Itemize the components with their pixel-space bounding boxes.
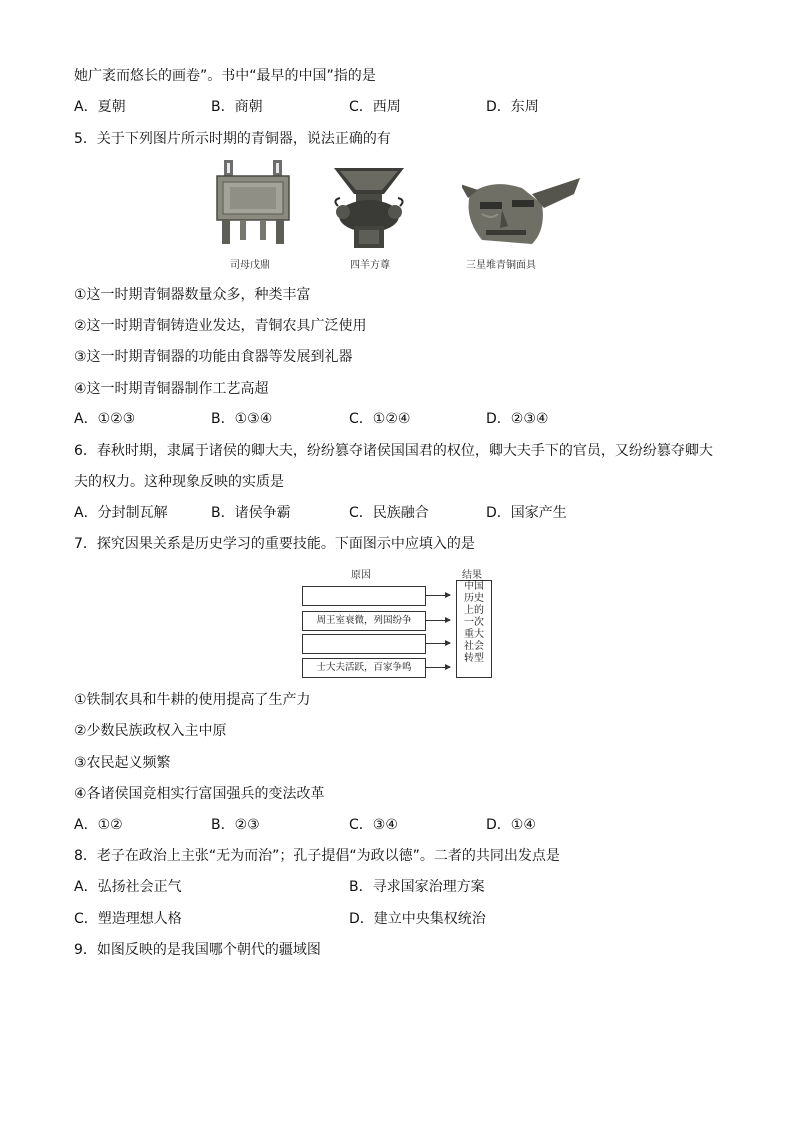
arrow-icon	[426, 667, 450, 668]
arrow-icon	[426, 595, 450, 596]
q7-statement-2: ②少数民族政权入主中原	[74, 723, 227, 739]
q4-stem: 她广袤而悠长的画卷”。书中“最早的中国”指的是	[74, 68, 376, 84]
q8-option-b[interactable]: B．寻求国家治理方案	[349, 879, 485, 895]
arrow-icon	[426, 620, 450, 621]
q5-image-strip	[0, 160, 794, 272]
cause-label: 原因	[351, 570, 371, 581]
result-label: 结果	[462, 570, 482, 581]
q6-stem-line-1: 6．春秋时期，隶属于诸侯的卿大夫，纷纷篡夺诸侯国国君的权位，卿大夫手下的官员，又纷纷篡夺卿大	[74, 443, 713, 459]
q5-statement-4: ④这一时期青铜器制作工艺高超	[74, 381, 269, 397]
simuwu-ding-caption: 司母戊鼎	[230, 260, 270, 271]
simuwu-ding-image	[214, 160, 292, 248]
q4-option-b[interactable]: B．商朝	[211, 99, 263, 115]
q6-option-b[interactable]: B．诸侯争霸	[211, 505, 291, 521]
q8-options-row-2	[74, 909, 734, 929]
q4-option-a[interactable]: A．夏朝	[74, 99, 126, 115]
q7-option-a[interactable]: A．①②	[74, 817, 123, 833]
result-box: 中国 历史 上的 一次 重大 社会 转型	[456, 580, 492, 678]
q6-options	[74, 503, 734, 523]
q7-stem: 7．探究因果关系是历史学习的重要技能。下面图示中应填入的是	[74, 536, 475, 552]
arrow-icon	[426, 643, 450, 644]
q8-stem: 8．老子在政治上主张“无为而治”；孔子提倡“为政以德”。二者的共同出发点是	[74, 848, 560, 864]
q7-option-d[interactable]: D．①④	[486, 817, 536, 833]
q6-stem-line-2: 夫的权力。这种现象反映的实质是	[74, 474, 284, 490]
q7-options	[74, 815, 734, 835]
q5-statement-3: ③这一时期青铜器的功能由食器等发展到礼器	[74, 349, 353, 365]
q5-statement-2: ②这一时期青铜铸造业发达，青铜农具广泛使用	[74, 318, 367, 334]
q5-option-a[interactable]: A．①②③	[74, 411, 136, 427]
sanxingdui-mask-image	[462, 174, 582, 248]
q7-statement-3: ③农民起义频繁	[74, 755, 171, 771]
q4-options	[74, 97, 734, 117]
cause-box-4: 士大夫活跃，百家争鸣	[302, 658, 426, 678]
q6-option-c[interactable]: C．民族融合	[349, 505, 429, 521]
q7-statement-1: ①铁制农具和牛耕的使用提高了生产力	[74, 692, 311, 708]
q8-option-c[interactable]: C．塑造理想人格	[74, 911, 182, 927]
q8-option-d[interactable]: D．建立中央集权统治	[349, 911, 486, 927]
q6-option-a[interactable]: A．分封制瓦解	[74, 505, 168, 521]
q5-options	[74, 409, 734, 429]
q5-stem: 5．关于下列图片所示时期的青铜器，说法正确的有	[74, 131, 391, 147]
siyang-fangzun-caption: 四羊方尊	[350, 260, 390, 271]
q9-stem: 9．如图反映的是我国哪个朝代的疆域图	[74, 942, 321, 958]
q7-option-b[interactable]: B．②③	[211, 817, 260, 833]
q7-option-c[interactable]: C．③④	[349, 817, 398, 833]
q5-statement-1: ①这一时期青铜器数量众多，种类丰富	[74, 287, 311, 303]
cause-box-2: 周王室衰微，列国纷争	[302, 611, 426, 631]
q8-options-row-1	[74, 877, 734, 897]
q5-option-c[interactable]: C．①②④	[349, 411, 411, 427]
q5-option-d[interactable]: D．②③④	[486, 411, 549, 427]
cause-box-1-blank	[302, 586, 426, 606]
q7-statement-4: ④各诸侯国竞相实行富国强兵的变法改革	[74, 786, 325, 802]
q5-option-b[interactable]: B．①③④	[211, 411, 273, 427]
siyang-fangzun-image	[334, 168, 404, 250]
sanxingdui-mask-caption: 三星堆青铜面具	[466, 260, 536, 271]
q4-option-d[interactable]: D．东周	[486, 99, 539, 115]
q4-option-c[interactable]: C．西周	[349, 99, 401, 115]
cause-box-3-blank	[302, 634, 426, 654]
q6-option-d[interactable]: D．国家产生	[486, 505, 567, 521]
q8-option-a[interactable]: A．弘扬社会正气	[74, 879, 182, 895]
